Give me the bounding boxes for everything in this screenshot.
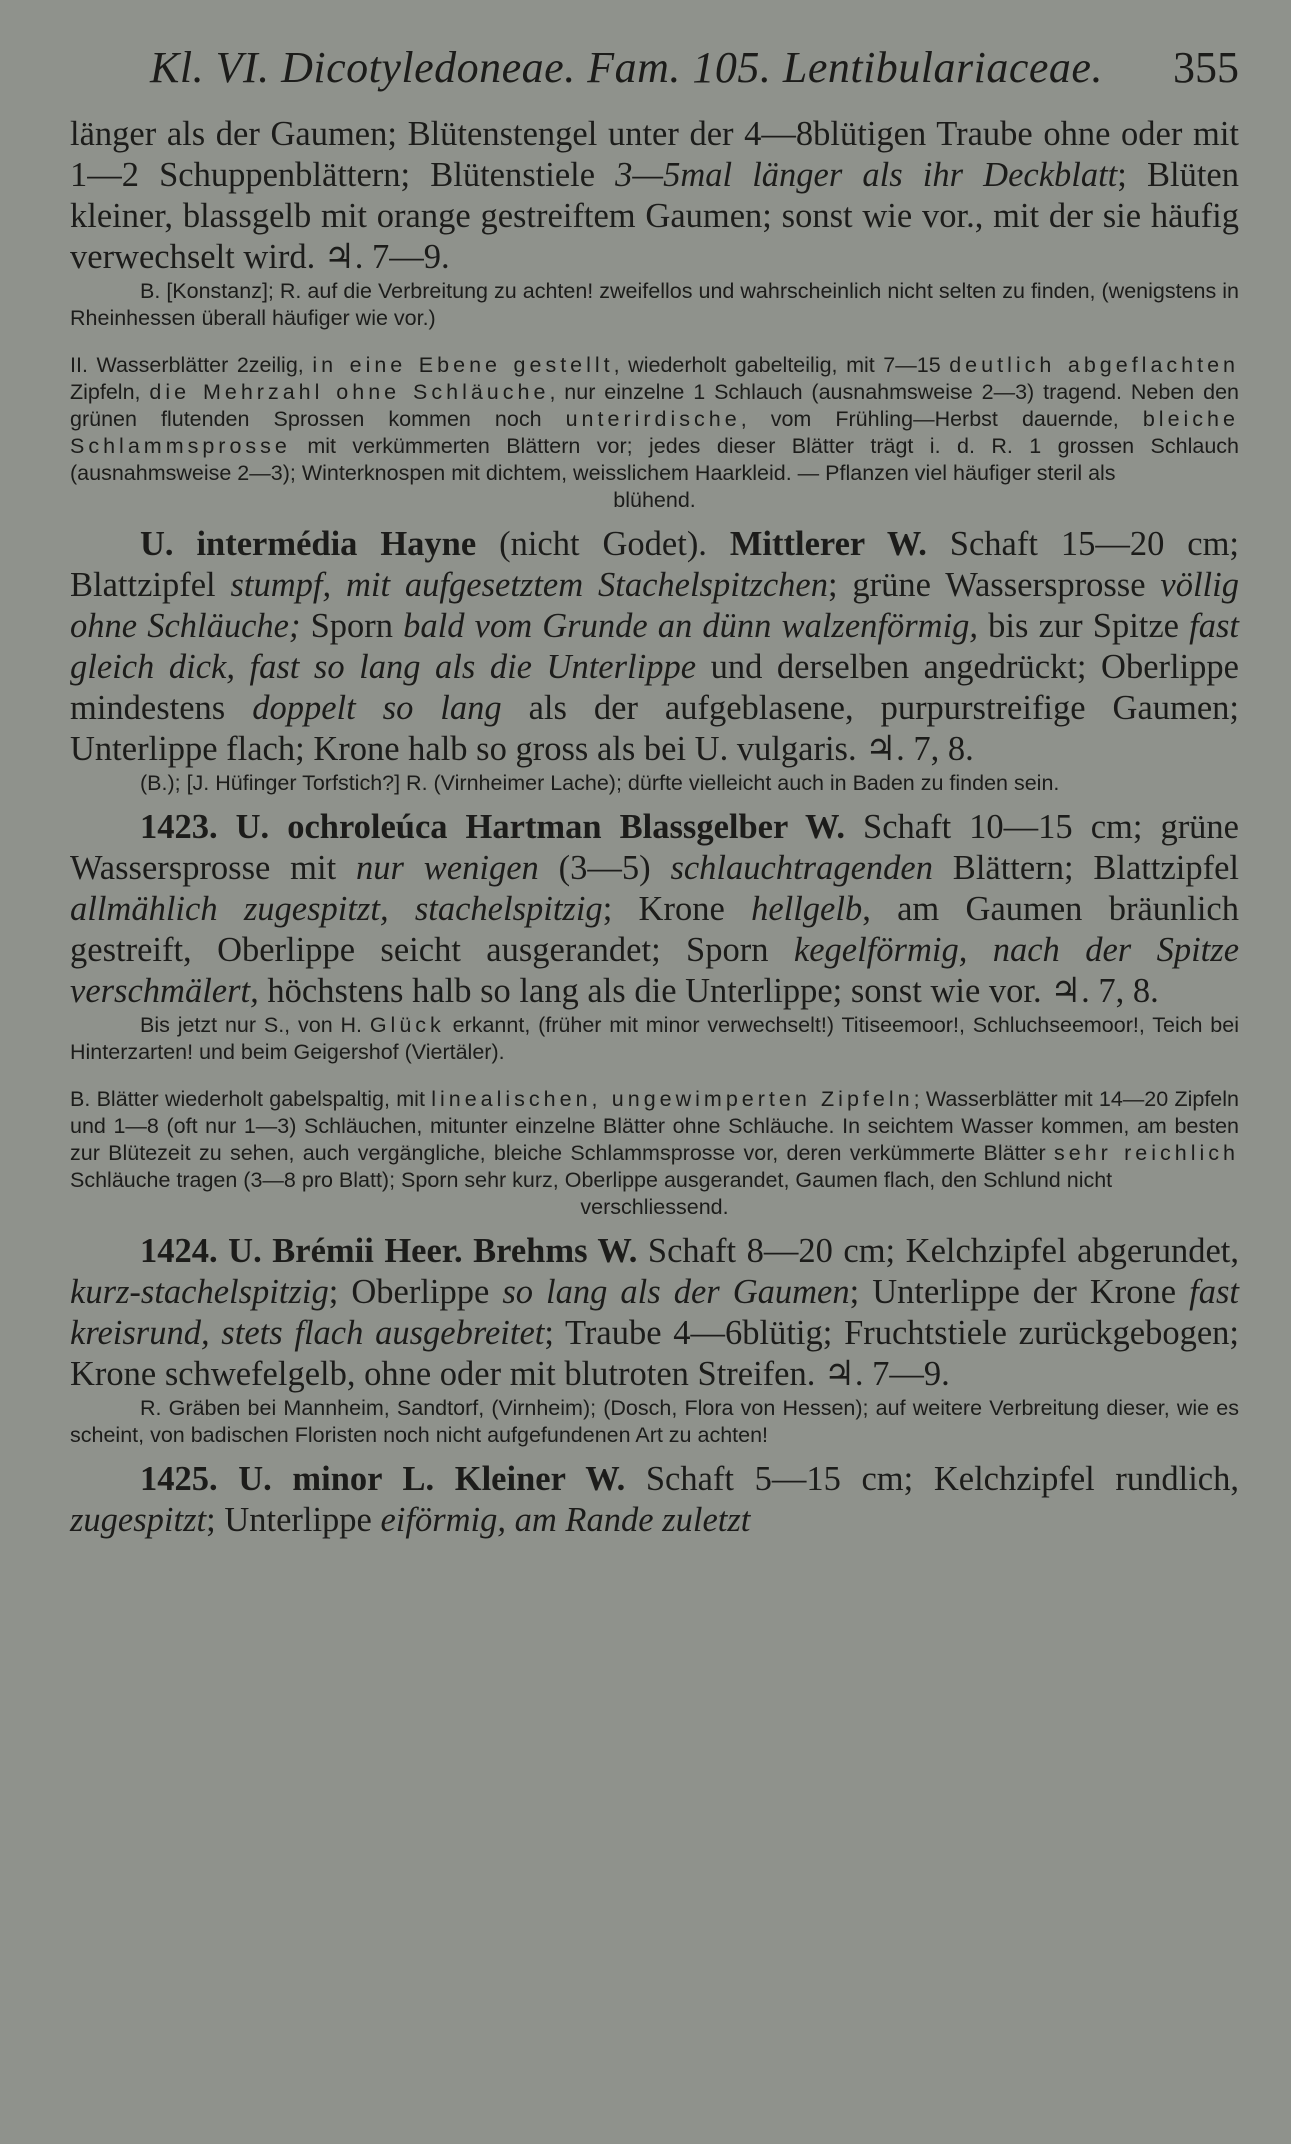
section-B-description bbox=[70, 1086, 1239, 1194]
italic-run: doppelt so lang bbox=[252, 689, 502, 727]
italic-run: zugespitzt bbox=[70, 1501, 207, 1539]
text-run: Schaft 5—15 cm; Kelchzipfel rundlich, bbox=[625, 1460, 1239, 1498]
spaced-run: unterirdische bbox=[565, 407, 741, 431]
text-run: bis zur Spitze bbox=[978, 607, 1190, 645]
text-run: Schaft 10—15 cm; grüne Wassersprosse mit bbox=[70, 808, 1239, 887]
spaced-run: Glück bbox=[369, 1013, 445, 1037]
common-name: Kleiner W. bbox=[454, 1460, 626, 1498]
running-head-title: Kl. VI. Dicotyledoneae. Fam. 105. Lentibulariaceae. bbox=[150, 43, 1103, 92]
text-run: ; grüne Wassersprosse bbox=[827, 566, 1161, 604]
text-run: Zipfeln, bbox=[70, 380, 150, 404]
italic-run: 3—5mal länger als ihr Deckblatt bbox=[615, 156, 1118, 194]
text-run: ; Wasserblätter mit 14—20 Zipfeln und 1—8 (oft nur 1—3) Schläuchen, mitunter einzelne Blätter ohne Schläuche. In seichtem Wasser kommen, am besten zur Blütezeit zu sehen, auch vergängliche, bleiche Schlammsprosse vor, deren verkümmerte Blätter bbox=[70, 1087, 1239, 1165]
text-run: Schaft 8—20 cm; Kelchzipfel abgerundet, bbox=[637, 1232, 1240, 1270]
species-bremii bbox=[70, 1231, 1239, 1395]
text-run: ; Unterlippe bbox=[206, 1501, 381, 1539]
italic-run: völlig ohne Schläuche; bbox=[70, 566, 1239, 645]
italic-run: allmählich zugespitzt, stachelspitzig bbox=[70, 890, 603, 928]
italic-run: schlauchtragenden bbox=[670, 849, 933, 887]
distribution-note-3 bbox=[70, 1012, 1239, 1066]
text-run: Sporn bbox=[300, 607, 404, 645]
paragraph-continued bbox=[70, 114, 1239, 278]
page-number: 355 bbox=[1173, 43, 1239, 92]
text-run: ; Krone bbox=[602, 890, 752, 928]
species-ochroleuca bbox=[70, 807, 1239, 1012]
text-run: Schläuche tragen (3—8 pro Blatt); Sporn sehr kurz, Oberlippe ausgerandet, Gaumen flach, den Schlund nicht bbox=[70, 1168, 1113, 1192]
text-run: und derselben angedrückt; Oberlippe mindestens bbox=[70, 648, 1239, 727]
italic-run: nur wenigen bbox=[356, 849, 539, 887]
text-run: länger als der Gaumen; Blütenstengel unter der 4—8blütigen Traube ohne oder mit 1—2 Schuppenblättern; Blütenstiele bbox=[70, 115, 1239, 194]
italic-run: kurz-stachelspitzig bbox=[70, 1273, 329, 1311]
section-B-end: verschliessend. bbox=[580, 1195, 729, 1219]
text-run: Blättern; Blattzipfel bbox=[932, 849, 1239, 887]
italic-run: so lang als der Gaumen bbox=[502, 1273, 850, 1311]
text-run: ; Blüten kleiner, blassgelb mit orange gestreiftem Gaumen; sonst wie vor., mit der sie häufig verwechselt wird. ♃. 7—9. bbox=[70, 156, 1239, 276]
spaced-run: sehr reichlich bbox=[1054, 1141, 1239, 1165]
italic-run: hellgelb bbox=[751, 890, 863, 928]
species-intermedia bbox=[70, 524, 1239, 770]
text-run: ; Oberlippe bbox=[328, 1273, 503, 1311]
section-II-description bbox=[70, 352, 1239, 487]
text-run: , am Gaumen bräunlich gestreift, Oberlippe seicht ausgerandet; Sporn bbox=[70, 890, 1239, 969]
text-run: höchstens halb so lang als die Unterlippe; sonst wie vor. ♃. 7, 8. bbox=[258, 972, 1159, 1010]
text-run: , wiederholt gabelteilig, mit 7—15 bbox=[613, 353, 950, 377]
spaced-run: linealischen, ungewimperten Zipfeln bbox=[431, 1087, 914, 1111]
distribution-note-1: B. [Konstanz]; R. auf die Verbreitung zu achten! zweifellos und wahrscheinlich nicht selten zu finden, (wenigstens in Rheinhessen überall häufiger wie vor.) bbox=[70, 279, 1239, 330]
species-name: 1423. U. ochroleúca Hartman bbox=[140, 808, 602, 846]
common-name: Blassgelber W. bbox=[619, 808, 846, 846]
italic-run: fast kreisrund, stets flach ausgebreitet bbox=[70, 1273, 1239, 1352]
text-run: ; Traube 4—6blütig; Fruchtstiele zurückgebogen; Krone schwefelgelb, ohne oder mit blutroten Streifen. ♃. 7—9. bbox=[70, 1314, 1240, 1393]
distribution-note-4: R. Gräben bei Mannheim, Sandtorf, (Virnheim); (Dosch, Flora von Hessen); auf weitere Verbreitung dieser, wie es scheint, von badischen Floristen noch nicht aufgefundenen Art zu achten! bbox=[70, 1396, 1239, 1447]
text-run: (nicht Godet). bbox=[476, 525, 730, 563]
common-name: Brehms W. bbox=[473, 1232, 638, 1270]
distribution-note-2: (B.); [J. Hüfinger Torfstich?] R. (Virnheimer Lache); dürfte vielleicht auch in Baden zu finden sein. bbox=[140, 771, 1060, 795]
species-name: 1425. U. minor L. bbox=[140, 1460, 435, 1498]
spaced-run: in eine Ebene gestellt bbox=[312, 353, 614, 377]
text-run: mit verkümmerten Blättern vor; jedes dieser Blätter trägt i. d. R. 1 grossen Schlauch (ausnahmsweise 2—3); Winterknospen mit dichtem, weisslichem Haarkleid. — Pflanzen viel häufiger steril als bbox=[70, 434, 1239, 485]
text-run: , vom Frühling—Herbst dauernde, bbox=[740, 407, 1143, 431]
italic-run: stumpf, mit aufgesetztem Stachelspitzchen bbox=[230, 566, 828, 604]
species-name: U. intermédia Hayne bbox=[140, 525, 477, 563]
text-run: Schaft 15—20 cm; Blattzipfel bbox=[70, 525, 1239, 604]
text-run: ; Unterlippe der Krone bbox=[849, 1273, 1190, 1311]
italic-run: fast gleich dick, fast so lang als die Unterlippe bbox=[70, 607, 1239, 686]
italic-run: eiförmig, am Rande zuletzt bbox=[380, 1501, 751, 1539]
italic-run: kegelförmig, nach der Spitze verschmälert, bbox=[70, 931, 1240, 1010]
species-name: 1424. U. Brémii Heer. bbox=[140, 1232, 463, 1270]
spaced-run: deutlich abgeflachten bbox=[949, 353, 1240, 377]
text-run: II. Wasserblätter 2zeilig, bbox=[70, 353, 313, 377]
text-run: (3—5) bbox=[538, 849, 671, 887]
common-name: Mittlerer W. bbox=[729, 525, 927, 563]
italic-run: bald vom Grunde an dünn walzenförmig, bbox=[403, 607, 979, 645]
text-run: Bis jetzt nur S., von H. bbox=[140, 1013, 370, 1037]
text-run: , nur einzelne 1 Schlauch (ausnahmsweise 2—3) tragend. Neben den grünen flutenden Sprossen kommen noch bbox=[70, 380, 1239, 431]
section-II-end: blühend. bbox=[613, 488, 696, 512]
text-run: erkannt, (früher mit minor verwechselt!) Titiseemoor!, Schluchseemoor!, Teich bei Hinterzarten! und beim Geigershof (Viertäler). bbox=[70, 1013, 1239, 1064]
spaced-run: bleiche Schlammsprosse bbox=[70, 407, 1239, 458]
species-minor bbox=[70, 1459, 1239, 1541]
text-run: als der aufgeblasene, purpurstreifige Gaumen; Unterlippe flach; Krone halb so gross als bei U. vulgaris. ♃. 7, 8. bbox=[70, 689, 1240, 768]
spaced-run: die Mehrzahl ohne Schläuche bbox=[149, 380, 550, 404]
text-run: B. Blätter wiederholt gabelspaltig, mit bbox=[70, 1087, 432, 1111]
running-head bbox=[70, 40, 1239, 96]
